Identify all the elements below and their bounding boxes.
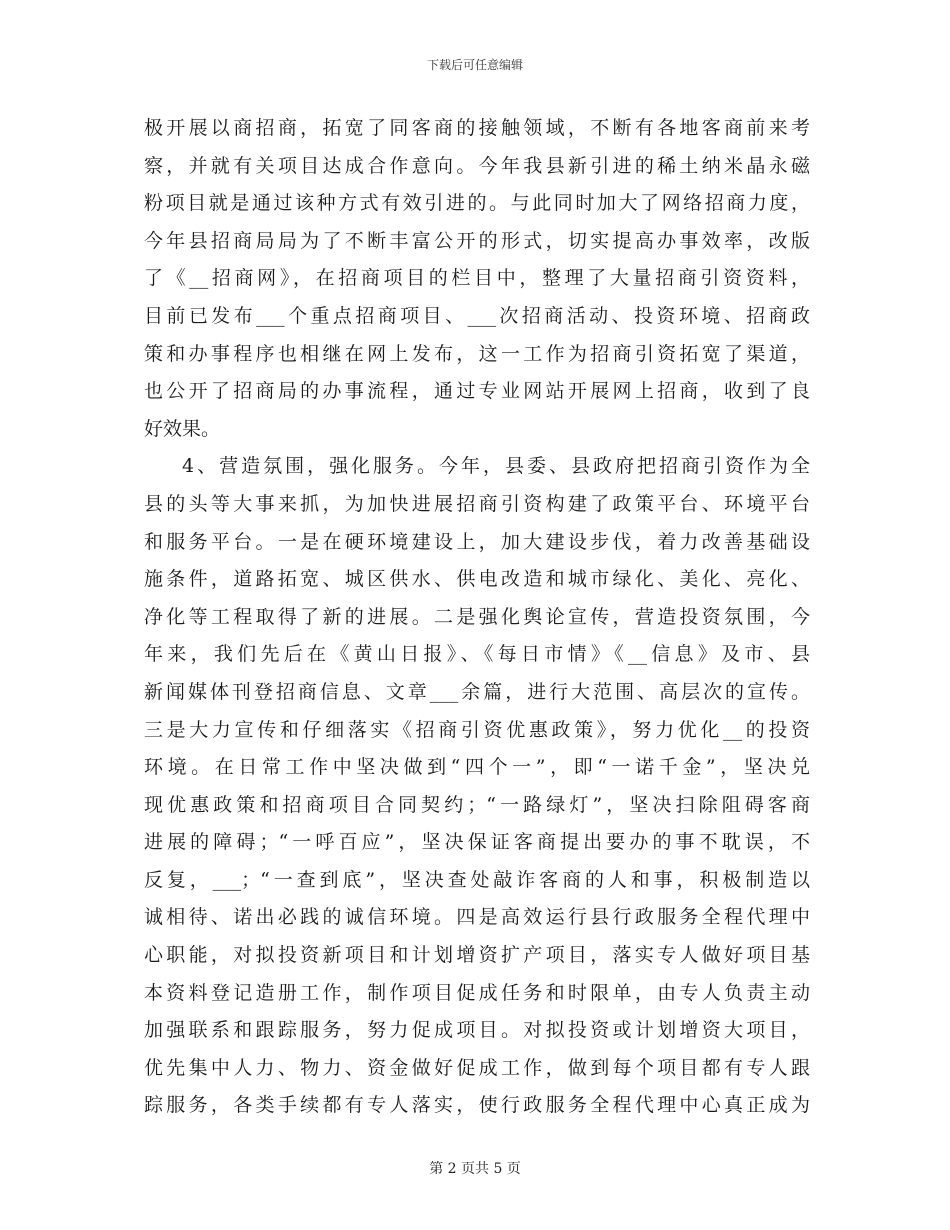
text-line: 年来，我们先后在《黄山日报》、《每日市情》《__信息》及市、县 bbox=[144, 643, 810, 666]
page-footer: 第 2 页共 5 页 bbox=[429, 1161, 521, 1177]
text-line: 踪服务，各类手续都有专人落实，使行政服务全程代理中心真正成为 bbox=[144, 1094, 810, 1117]
text-line: 现优惠政策和招商项目合同契约；“一路绿灯”，坚决扫除阻碍客商 bbox=[144, 793, 810, 816]
text-line: 进展的障碍；“一呼百应”，坚决保证客商提出要办的事不耽误，不 bbox=[144, 831, 810, 854]
text-line: 三是大力宣传和仔细落实《招商引资优惠政策》，努力优化__的投资 bbox=[144, 718, 810, 741]
text-line: 反复，___；“一查到底”，坚决查处敲诈客商的人和事，积极制造以 bbox=[144, 868, 810, 891]
text-line: 施条件，道路拓宽、城区供水、供电改造和城市绿化、美化、亮化、 bbox=[144, 568, 810, 591]
page-header: 下载后可任意编辑 bbox=[426, 58, 523, 72]
text-line: 净化等工程取得了新的进展。二是强化舆论宣传，营造投资氛围，今 bbox=[144, 605, 810, 628]
text-line: 粉项目就是通过该种方式有效引进的。与此同时加大了网络招商力度， bbox=[144, 192, 810, 215]
text-line: 4、营造氛围，强化服务。今年，县委、县政府把招商引资作为全 bbox=[182, 455, 810, 478]
text-line: 也公开了招商局的办事流程，通过专业网站开展网上招商，收到了良 bbox=[144, 380, 810, 403]
text-line: 新闻媒体刊登招商信息、文章___余篇，进行大范围、高层次的宣传。 bbox=[144, 680, 810, 703]
text-line: 优先集中人力、物力、资金做好促成工作，做到每个项目都有专人跟 bbox=[144, 1056, 810, 1079]
text-line: 目前已发布___个重点招商项目、___次招商活动、投资环境、招商政 bbox=[144, 304, 810, 327]
text-line: 环境。在日常工作中坚决做到“四个一”，即“一诺千金”，坚决兑 bbox=[144, 756, 810, 779]
document-body bbox=[144, 110, 810, 1125]
text-line: 本资料登记造册工作，制作项目促成任务和时限单，由专人负责主动 bbox=[144, 981, 810, 1004]
text-line: 今年县招商局局为了不断丰富公开的形式，切实提高办事效率，改版 bbox=[144, 229, 810, 252]
text-line: 好效果。 bbox=[144, 417, 221, 440]
paragraph bbox=[144, 448, 810, 1125]
text-line: 极开展以商招商，拓宽了同客商的接触领域，不断有各地客商前来考 bbox=[144, 117, 810, 139]
text-line: 和服务平台。一是在硬环境建设上，加大建设步伐，着力改善基础设 bbox=[144, 530, 810, 553]
text-line: 了《__招商网》，在招商项目的栏目中，整理了大量招商引资资料， bbox=[144, 267, 810, 290]
paragraph bbox=[144, 110, 810, 448]
text-line: 诚相待、诺出必践的诚信环境。四是高效运行县行政服务全程代理中 bbox=[144, 906, 810, 929]
text-line: 心职能，对拟投资新项目和计划增资扩产项目，落实专人做好项目基 bbox=[144, 944, 810, 967]
text-line: 加强联系和跟踪服务，努力促成项目。对拟投资或计划增资大项目， bbox=[144, 1019, 810, 1042]
text-line: 策和办事程序也相继在网上发布，这一工作为招商引资拓宽了渠道， bbox=[144, 342, 810, 365]
text-line: 县的头等大事来抓，为加快进展招商引资构建了政策平台、环境平台 bbox=[144, 492, 810, 515]
text-line: 察，并就有关项目达成合作意向。今年我县新引进的稀土纳米晶永磁 bbox=[144, 154, 810, 177]
